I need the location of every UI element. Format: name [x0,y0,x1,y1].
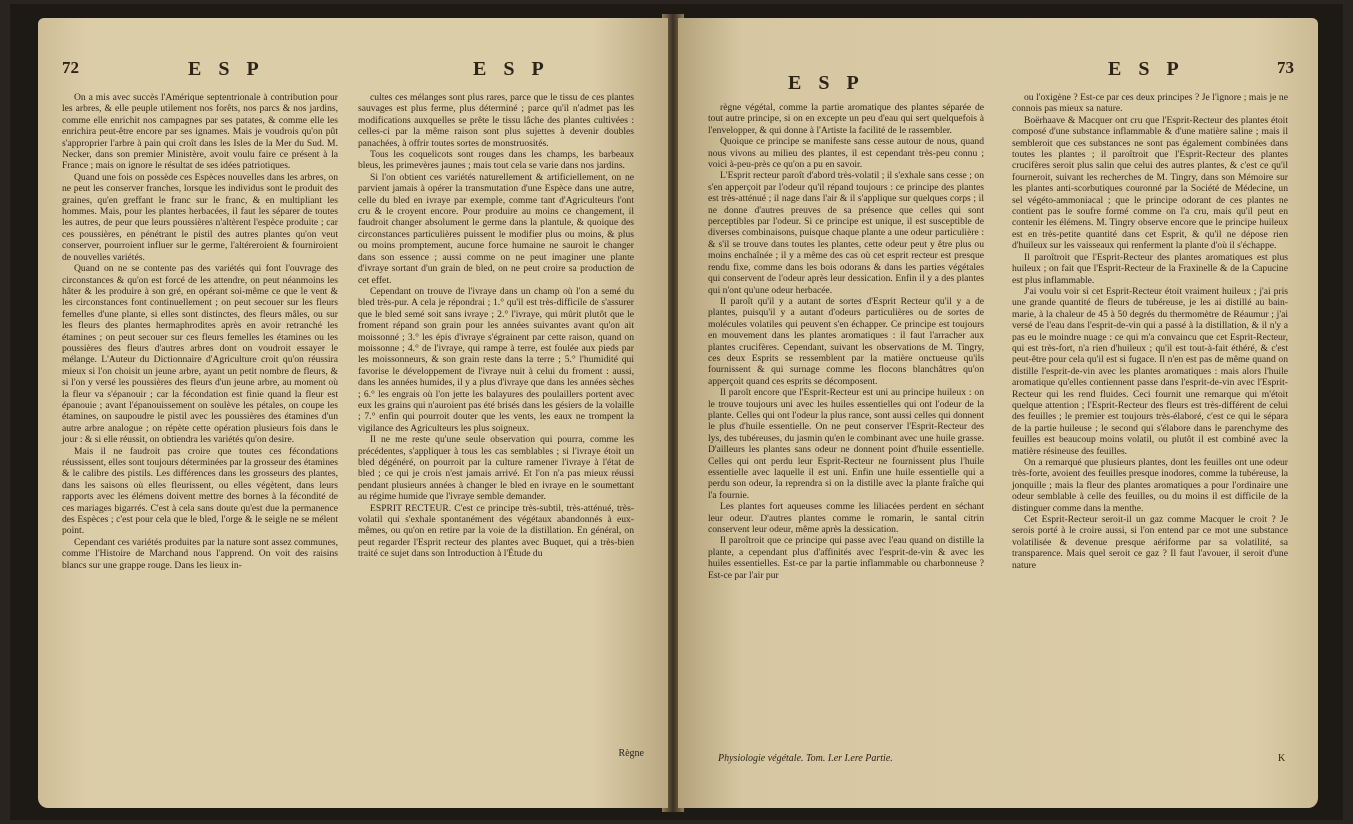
paragraph: Si l'on obtient ces variétés naturellement & artificiellement, on ne parvient jamais à opérer la transmutation d'une Espèce dans une autre, celle du bled en ivraye par exemple, comme tant d'Agriculteurs l'ont cru & le croyent encore. Pour produire au moins ce changement, il faudroit changer absolument le germe dans la plantule, & quoique des circonstances particulières puissent le modifier plus ou moins, & plus ou moins promptement, aucune force humaine ne sauroit le changer dans son essence ; aussi comme on ne peut imaginer une plante d'ivraye sortant d'un grain de bled, on ne peut croire sa production de cet effet. [358,171,634,286]
paragraph: Mais il ne faudroit pas croire que toutes ces fécondations réussissent, elles sont toujours déterminées par la grosseur des étamines & le calibre des pistils. Les différences dans les grosseurs des plantes, dans les saisons où elles fleurissent, ou elles végètent, dans leurs rapports avec les élémens doivent mettre des bornes à la fécondité de ces mariages bigarrés. C'est à cela sans doute qu'est due la permanence des Espèces ; c'est pour cela que le bled, l'orge & le seigle ne se mélent point. [62,445,338,537]
text-column-2 [1012,92,1288,571]
paragraph: ESPRIT RECTEUR. C'est ce principe très-subtil, très-atténué, très-volatil qui s'exhale spontanément des végétaux abandonnés à eux-mêmes, ou qu'on en retire par la voie de la distillation. En général, on peut regarder l'Esprit recteur des plantes avec Buquet, qui a très-bien traité ce sujet dans son Introduction à l'Étude du [358,502,634,560]
page-footer: Physiologie végétale. Tom. I.er I.ere Partie. [718,753,893,764]
running-head: E S P [788,72,865,94]
paragraph: ou l'oxigène ? Est-ce par ces deux principes ? Je l'ignore ; mais je ne connois pas mieux sa nature. [1012,92,1288,115]
signature-mark: K [1278,753,1286,764]
paragraph: Il paroîtroit que l'Esprit-Recteur des plantes aromatiques est plus huileux ; on fait que l'Esprit-Recteur de la Fraxinelle & de la Capucine est plus inflammable. [1012,251,1288,286]
paragraph: On a remarqué que plusieurs plantes, dont les feuilles ont une odeur très-forte, avoient des feuilles presque inodores, comme la tubéreuse, la jonquille ; mais la fleur des plantes aromatiques a pour l'ordinaire une odeur semblable à celle des feuilles, ou du moins il est difficile de la distinguer comme dans la menthe. [1012,457,1288,514]
running-head: E S P [473,58,550,80]
paragraph: Cet Esprit-Recteur seroit-il un gaz comme Macquer le croit ? Je serois porté à le croire aussi, si l'on entend par ce mot une substance volatilisée & devenue presque aériforme par sa volatilité, sa transparence. Mais quel seroit ce gaz ? Il faut l'avouer, il seroit d'une nature [1012,514,1288,571]
text-column-1 [708,102,984,581]
paragraph: cultes ces mélanges sont plus rares, parce que le tissu de ces plantes sauvages est plus ferme, plus déterminé ; parce qu'il n'admet pas les modifications auxquelles se prête le tissu lâche des plantes cultivées : celles-ci par la même raison sont plus sujettes à devenir doubles panachées, à offrir toutes sortes de monstruosités. [358,92,634,149]
paragraph: Cependant on trouve de l'ivraye dans un champ où l'on a semé du bled très-pur. A cela je répondrai ; 1.° qu'il est très-difficile de s'assurer que le bled semé soit sans ivraye ; 2.° l'ivraye, qui mûrit plutôt que le froment répand son grain pour les années suivantes avant qu'on ait moissonné ; 3.° les épis d'ivraye s'égrainent par cette raison, quand on moissonne ; 4.° de l'ivraye, qui rampe à terre, est foulée aux pieds par les moissonneurs, & son grain reste dans la terre ; 5.° l'humidité qui favorise le développement de l'ivraye nuit à celui du froment : aussi, dans les années humides, il y a plus d'ivraye que dans les années sèches ; 6.° les engrais où l'on jette les balayures des poulaillers portent avec eux les grains qui n'auroient pas été brisés dans les gésiers de la volaille ; 7.° enfin qui pourroit douter que les vents, les eaux ne trompent la vigilance des Agriculteurs les plus soigneux. [358,285,634,434]
running-head: E S P [188,58,265,80]
left-page [38,18,668,808]
left-page-header [38,58,668,88]
paragraph: Les plantes fort aqueuses comme les liliacées perdent en séchant leur odeur. D'autres plantes comme le romarin, le santal citrin conservent leur odeur, même après la dessication. [708,501,984,536]
paragraph: Quand une fois on possède ces Espèces nouvelles dans les arbres, on ne peut les conserver franches, lorsque les individus sont le produit des graines, qu'en greffant le franc sur le franc, & en multipliant les hommes. Mais, pour les plantes herbacées, il faut les séparer de toutes les autres, de peur que leurs poussières n'altèrent l'espèce produite ; car ces poussières, en pénétrant le pistil des autres plantes qu'on veut conserver, pourroient influer sur le germe, l'altéreroient & fourniroient de nouvelles variétés. [62,171,338,263]
paragraph: règne végétal, comme la partie aromatique des plantes séparée de tout autre principe, si on en excepte un peu d'eau qui sert quelquefois à l'envelopper, & qui donne à l'Artiste la facilité de le rassembler. [708,102,984,136]
paragraph: On a mis avec succès l'Amérique septentrionale à contribution pour les arbres, & elle peuple utilement nos forêts, nos parcs & nos jardins, comme elle enrichit nos campagnes par ses patates, & comme elle les enrichira peut-être encore par ses ignames. Mais je voudrois qu'on pût s'approprier l'arbre à pain qui croît dans les Isles de la Mer du Sud. M. Necker, dans son premier Ministère, avoit voulu faire ce présent à la France ; mais on ignore le résultat de ses idées patriotiques. [62,92,338,172]
right-page-header [678,58,1318,94]
paragraph: Il paroîtroit que ce principe qui passe avec l'eau quand on distille la plante, a cependant plus d'affinités avec l'esprit-de-vin & avec les huiles essentielles. Est-ce par la partie inflammable ou charbonneuse ? Est-ce par l'air pur [708,535,984,581]
paragraph: Il paroît encore que l'Esprit-Recteur est uni au principe huileux : on le trouve toujours uni avec les huiles essentielles qui ont l'odeur de la plante. Celles qui ont l'odeur la plus rance, sont aussi celles qui donnent le plus d'huile essentielle. On ne peut conserver l'Esprit-Recteur des lys, des tubéreuses, du jasmin qu'en le combinant avec une huile grasse. D'ailleurs les plantes sans odeur ne donnent point d'huile essentielle. Celles qui ont perdu leur Esprit-Recteur ne fournissent plus l'huile essentielle avec laquelle il est uni. Enfin une huile essentielle qui a perdu son odeur, la reprendra si on la distille avec la plante fraîche qui l'a fournie. [708,387,984,501]
paragraph: Quoique ce principe se manifeste sans cesse autour de nous, quand nous vivons au milieu des plantes, il est cependant très-peu connu ; voici à-peu-près ce qu'on a pu en savoir. [708,136,984,171]
page-number: 72 [62,58,79,77]
right-page [678,18,1318,808]
paragraph: Il paroît qu'il y a autant de sortes d'Esprit Recteur qu'il y a de plantes, puisqu'il y a autant d'odeurs particulières ou de sortes de molécules volatiles qui peuvent s'en échapper. Ce principe est toujours en mouvement dans les plantes aromatiques : il faut l'arracher aux plantes crucifères. Cependant, suivant les observations de M. Tingry, ces deux Esprits se ressemblent par la matière onctueuse qu'ils fournissent & qui surnage comme les flocons blanchâtres qu'on apperçoit quand ces esprits se décomposent. [708,295,984,387]
book-spread [10,4,1343,820]
page-number: 73 [1277,58,1294,77]
paragraph: L'Esprit recteur paroît d'abord très-volatil ; il s'exhale sans cesse ; on s'en apperçoit par l'odeur qu'il répand toujours : ce principe des plantes est très-atténué ; il nage dans l'air & il s'applique sur quelques corps ; il ne donne d'autres preuves de sa présence que celles qui sont perceptibles par l'odeur. Si ce principe est unique, il est susceptible de diverses combinaisons, puisque chaque plante a une odeur particulière : & s'il se trouve dans toutes les plantes, cette odeur peut y être plus ou moins enchaînée ; il y a même des cas où cet esprit recteur est presque rendu fixe, comme dans les bois odorans & dans les parties végétales qui conservent de l'odeur après leur dessication. Enfin il y a des plantes qui n'ont qu'une odeur herbacée. [708,170,984,296]
paragraph: Cependant ces variétés produites par la nature sont assez communes, comme l'Histoire de Marchand nous l'apprend. On voit des raisins blancs sur une grappe rouge. Dans les lieux in- [62,536,338,571]
running-head: E S P [1108,58,1185,80]
text-column-2 [358,92,634,560]
catchword: Règne [618,748,644,759]
paragraph: Il ne me reste qu'une seule observation qui pourra, comme les précédentes, s'appliquer à tous les cas semblables ; si l'ivraye étoit un bled dégénéré, on pourroit par la culture ramener l'ivraye à l'état de bled ; ce qui je crois n'est jamais arrivé. Et l'on n'a pas mieux réussi pendant plusieurs années à changer le bled en ivraye en le soumettant au régime humide que l'ivraye semble demander. [358,434,634,503]
text-column-1 [62,92,338,571]
paragraph: Quand on ne se contente pas des variétés qui font l'ouvrage des circonstances & qu'on est forcé de les attendre, on peut néanmoins les hâter & les produire à son gré, en opérant soi-même ce que le vent & les circonstances font continuellement ; on peut secouer sur les fleurs femelles d'une plante, si elles sont distinctes, des fleurs mâles, ou sur les fleurs des plantes hermaphrodites après en avoir retranché les étamines ; on peut secouer sur ces fleurs femelles les étamines ou les poussières des fleurs d'autres arbres dont on voudroit essayer le mélange. L'Auteur du Dictionnaire d'Agriculture croit qu'on réussira mieux si l'on choisit un jeune arbre, ayant un petit nombre de fleurs, & si l'on y versé les poussières des fleurs d'un jeune arbre, au moment où la fleur va s'épanouir ; car la fécondation est finie quand la fleur est épanouie ; avant l'épanouissement on soulève les pétales, on coupe les étamines, on saupoudre le pistil avec les poussières des étamines d'un autre arbre analogue ; on répète cette opération plusieurs fois dans le jour : & si elle réussit, on obtiendra les variétés qu'on desire. [62,263,338,446]
paragraph: J'ai voulu voir si cet Esprit-Recteur étoit vraiment huileux ; j'ai pris une grande quantité de fleurs de tubéreuse, je les ai distillé au bain-marie, à la chaleur de 45 à 50 degrés du thermomètre de Réaumur ; j'ai versé de l'eau dans l'esprit-de-vin qui a passé à la distillation, & il n'y a pas eu le moindre nuage : ce qui m'a convaincu que cet Esprit-Recteur, qui est très-fort, n'a rien d'huileux ; qu'il est tout-à-fait éthéré, & c'est peut-être pour cela qu'il est si fugace. Il n'en est pas de même quand on distille l'esprit-de-vin avec les plantes aromatiques : mais alors l'huile aromatique qu'elles contiennent passe dans l'esprit-de-vin avec l'Esprit-Recteur qui les rend fluides. Ceci fournit une remarque qui m'étoit quelque attention ; l'Esprit-Recteur des fleurs est très-différent de celui des feuilles ; le premier est toujours très-élaboré, c'est ce qui le sépara de la partie huileuse ; le second qui s'élabore dans le parenchyme des feuilles est beaucoup moins volatil, ou plutôt il est combiné avec la matière résineuse des feuilles. [1012,285,1288,457]
paragraph: Tous les coquelicots sont rouges dans les champs, les barbeaux bleus, les primevères jaunes ; mais tout cela se varie dans nos jardins. [358,149,634,172]
paragraph: Boërhaave & Macquer ont cru que l'Esprit-Recteur des plantes étoit composé d'une substance inflammable & d'une matière saline ; mais il sembleroit que ces substances ne sont pas également combinées dans toutes les plantes ; il paroîtroit que l'Esprit-Recteur des plantes crucifères seroit plus salin que celui des autres plantes, & c'est ce qu'il fourneroit, suivant les recherches de M. Tingry, dans son Mémoire sur les plantes anti-scorbutiques couronné par la Société de Médecine, un sel végéto-ammoniacal ; que le principe odorant de ces plantes ne contient pas le soufre formé comme on l'a cru, mais qu'il peut en contenir les élémens. M. Tingry observe encore que le principe huileux est en très-petite quantité dans cet Esprit, & qu'il ne dépose rien d'huileux sur les vaisseaux qui renferment la plante d'où il s'échappe. [1012,114,1288,252]
